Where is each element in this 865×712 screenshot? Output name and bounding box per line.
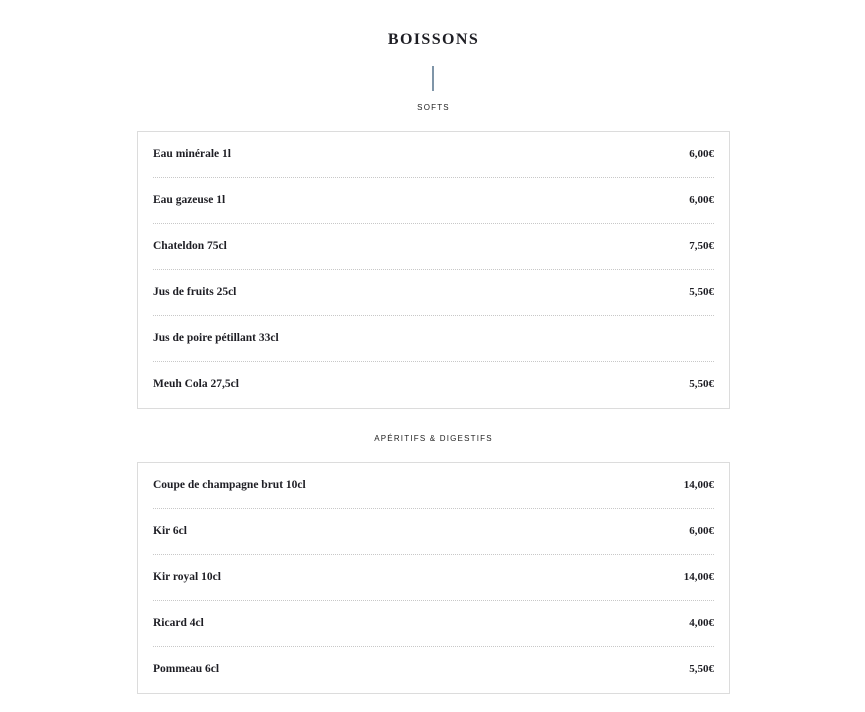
section-heading-softs: SOFTS [417,103,450,112]
item-name: Jus de fruits 25cl [153,286,237,298]
menu-item [153,647,714,693]
item-name: Ricard 4cl [153,617,204,629]
item-name: Eau gazeuse 1l [153,194,226,206]
item-price: 4,00€ [689,617,714,629]
menu-item [153,316,714,362]
item-price: 7,50€ [689,240,714,252]
title-divider [432,66,434,91]
menu-item [153,601,714,647]
item-price: 6,00€ [689,148,714,160]
item-name: Meuh Cola 27,5cl [153,378,239,390]
item-name: Pommeau 6cl [153,663,220,675]
item-name: Chateldon 75cl [153,240,227,252]
item-name: Eau minérale 1l [153,148,231,160]
item-price: 5,50€ [689,378,714,390]
menu-item [153,463,714,509]
menu-list-aperitifs [137,462,730,694]
item-name: Coupe de champagne brut 10cl [153,479,306,491]
menu-item [153,555,714,601]
item-price: 14,00€ [683,479,714,491]
page-title: BOISSONS [387,31,480,48]
menu-list-softs [137,131,730,409]
item-name: Kir royal 10cl [153,571,221,583]
section-heading-aperitifs: APÉRITIFS & DIGESTIFS [374,434,493,443]
menu-item [153,178,714,224]
menu-item [153,224,714,270]
menu-item [153,509,714,555]
item-name: Jus de poire pétillant 33cl [153,332,279,344]
item-price: 5,50€ [689,663,714,675]
menu-item [153,132,714,178]
item-price: 6,00€ [689,194,714,206]
item-price: 6,00€ [689,525,714,537]
menu-item [153,362,714,408]
item-name: Kir 6cl [153,525,187,537]
menu-item [153,270,714,316]
item-price: 5,50€ [689,286,714,298]
item-price: 14,00€ [683,571,714,583]
